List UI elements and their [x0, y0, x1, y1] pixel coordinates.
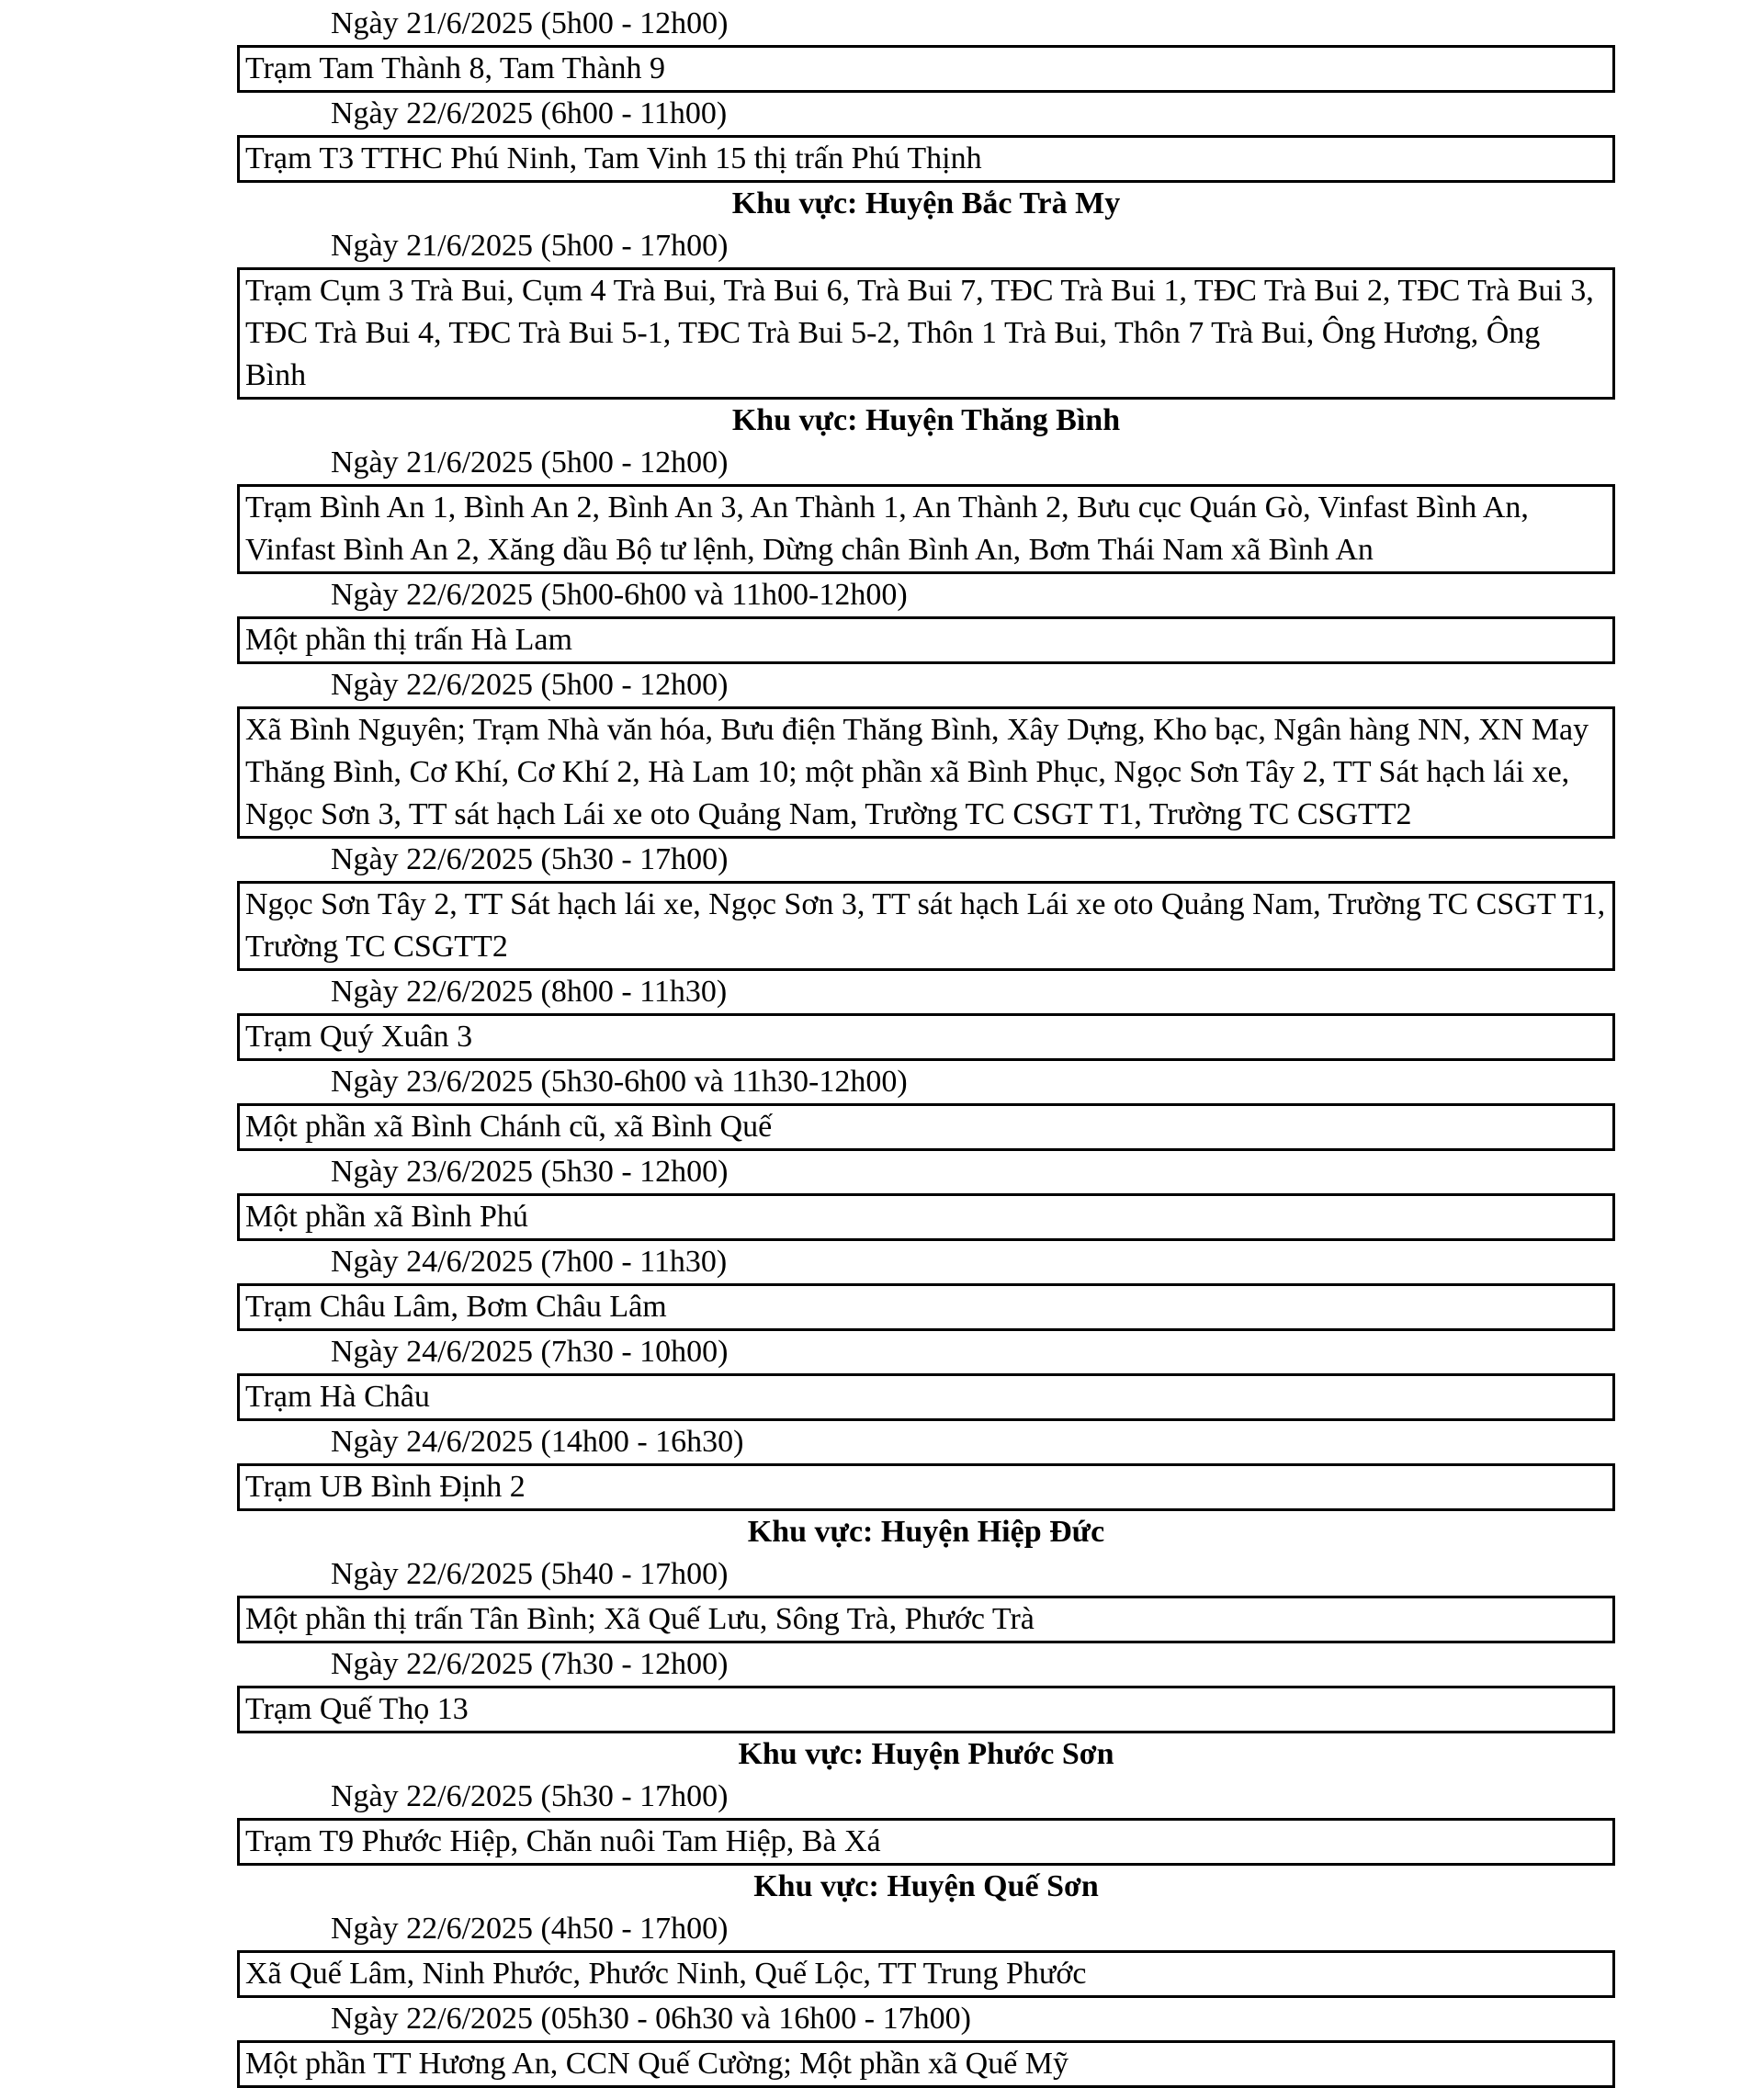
affected-area-box: [237, 135, 1615, 183]
region-heading: Khu vực: Huyện Hiệp Đức: [747, 1515, 1105, 1549]
affected-area-text: Một phần TT Hương An, CCN Quế Cường; Một phần xã Quế Mỹ: [245, 2047, 1069, 2081]
affected-area-box: [237, 881, 1615, 971]
affected-area-box: [237, 1193, 1615, 1241]
schedule-date: Ngày 23/6/2025 (5h30-6h00 và 11h30-12h00): [331, 1065, 908, 1099]
affected-area-box: [237, 484, 1615, 574]
affected-area-box: [237, 706, 1615, 839]
affected-area-text: Một phần thị trấn Tân Bình; Xã Quế Lưu, Sông Trà, Phước Trà: [245, 1602, 1035, 1636]
affected-area-text: Xã Quế Lâm, Ninh Phước, Phước Ninh, Quế Lộc, TT Trung Phước: [245, 1957, 1087, 1991]
affected-area-text: Trạm Bình An 1, Bình An 2, Bình An 3, An Thành 1, An Thành 2, Bưu cục Quán Gò, Vinfast Bình An, Vinfast Bình An 2, Xăng dầu Bộ tư lệnh, Dừng chân Bình An, Bơm Thái Nam xã Bình An: [245, 491, 1529, 567]
affected-area-box: [237, 1686, 1615, 1733]
affected-area-box: [237, 1013, 1615, 1061]
schedule-date: Ngày 22/6/2025 (4h50 - 17h00): [331, 1912, 729, 1946]
affected-area-box: [237, 1463, 1615, 1511]
schedule-date: Ngày 22/6/2025 (5h00 - 12h00): [331, 668, 729, 702]
schedule-date: Ngày 21/6/2025 (5h00 - 17h00): [331, 229, 729, 263]
schedule-date: Ngày 24/6/2025 (7h00 - 11h30): [331, 1245, 728, 1279]
affected-area-text: Xã Bình Nguyên; Trạm Nhà văn hóa, Bưu điện Thăng Bình, Xây Dựng, Kho bạc, Ngân hàng NN, XN May Thăng Bình, Cơ Khí, Cơ Khí 2, Hà Lam 10; một phần xã Bình Phục, Ngọc Sơn Tây 2, TT Sát hạch lái xe, Ngọc Sơn 3, TT sát hạch Lái xe oto Quảng Nam, Trường TC CSGT T1, Trường TC CSGTT2: [245, 713, 1589, 831]
affected-area-text: Trạm T9 Phước Hiệp, Chăn nuôi Tam Hiệp, Bà Xá: [245, 1824, 881, 1858]
schedule-date: Ngày 22/6/2025 (6h00 - 11h00): [331, 96, 728, 130]
region-heading: Khu vực: Huyện Quế Sơn: [753, 1869, 1099, 1903]
affected-area-text: Trạm Châu Lâm, Bơm Châu Lâm: [245, 1290, 667, 1324]
outage-schedule-document: [237, 3, 1615, 2085]
schedule-date: Ngày 22/6/2025 (05h30 - 06h30 và 16h00 - 17h00): [331, 2002, 971, 2036]
schedule-date: Ngày 22/6/2025 (5h30 - 17h00): [331, 842, 729, 876]
affected-area-box: [237, 1950, 1615, 1998]
affected-area-box: [237, 1103, 1615, 1151]
affected-area-box: [237, 1283, 1615, 1331]
affected-area-text: Trạm Quý Xuân 3: [245, 1020, 473, 1054]
affected-area-text: Một phần xã Bình Chánh cũ, xã Bình Quế: [245, 1110, 773, 1144]
affected-area-box: [237, 45, 1615, 93]
schedule-date: Ngày 22/6/2025 (5h00-6h00 và 11h00-12h00): [331, 578, 908, 612]
schedule-date: Ngày 21/6/2025 (5h00 - 12h00): [331, 6, 729, 40]
affected-area-text: Trạm Tam Thành 8, Tam Thành 9: [245, 51, 666, 85]
region-heading: Khu vực: Huyện Bắc Trà My: [731, 186, 1121, 220]
affected-area-text: Trạm Quế Thọ 13: [245, 1692, 469, 1726]
schedule-date: Ngày 22/6/2025 (8h00 - 11h30): [331, 975, 728, 1009]
affected-area-text: Trạm UB Bình Định 2: [245, 1470, 526, 1504]
schedule-date: Ngày 22/6/2025 (5h30 - 17h00): [331, 1779, 729, 1813]
region-heading: Khu vực: Huyện Phước Sơn: [738, 1737, 1114, 1771]
schedule-date: Ngày 23/6/2025 (5h30 - 12h00): [331, 1155, 729, 1189]
affected-area-text: Trạm T3 TTHC Phú Ninh, Tam Vinh 15 thị trấn Phú Thịnh: [245, 141, 982, 175]
affected-area-box: [237, 616, 1615, 664]
affected-area-text: Trạm Cụm 3 Trà Bui, Cụm 4 Trà Bui, Trà Bui 6, Trà Bui 7, TĐC Trà Bui 1, TĐC Trà Bui 2, TĐC Trà Bui 3, TĐC Trà Bui 4, TĐC Trà Bui 5-1, TĐC Trà Bui 5-2, Thôn 1 Trà Bui, Thôn 7 Trà Bui, Ông Hương, Ông Bình: [245, 274, 1594, 392]
affected-area-box: [237, 267, 1615, 400]
affected-area-text: Ngọc Sơn Tây 2, TT Sát hạch lái xe, Ngọc Sơn 3, TT sát hạch Lái xe oto Quảng Nam, Trường TC CSGT T1, Trường TC CSGTT2: [245, 887, 1606, 964]
region-heading: Khu vực: Huyện Thăng Bình: [731, 403, 1121, 437]
schedule-date: Ngày 22/6/2025 (5h40 - 17h00): [331, 1557, 729, 1591]
affected-area-text: Một phần thị trấn Hà Lam: [245, 623, 572, 657]
schedule-date: Ngày 24/6/2025 (7h30 - 10h00): [331, 1335, 729, 1369]
affected-area-box: [237, 1596, 1615, 1643]
affected-area-box: [237, 1818, 1615, 1866]
schedule-date: Ngày 24/6/2025 (14h00 - 16h30): [331, 1425, 744, 1459]
affected-area-box: [237, 2040, 1615, 2088]
affected-area-text: Một phần xã Bình Phú: [245, 1200, 528, 1234]
schedule-date: Ngày 21/6/2025 (5h00 - 12h00): [331, 446, 729, 480]
affected-area-box: [237, 1373, 1615, 1421]
affected-area-text: Trạm Hà Châu: [245, 1380, 430, 1414]
schedule-date: Ngày 22/6/2025 (7h30 - 12h00): [331, 1647, 729, 1681]
